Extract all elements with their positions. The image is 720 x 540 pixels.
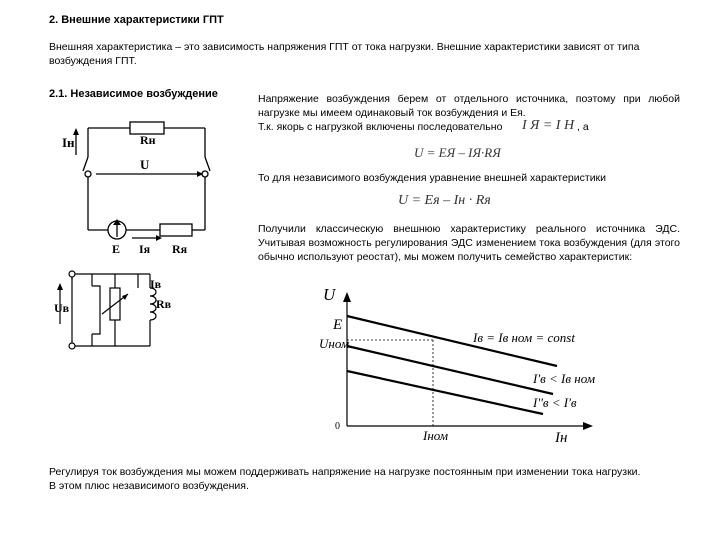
unom-label: Uном [319,336,350,351]
line-reduced-2 [347,371,543,414]
line-reduced-2-label: I''в < I'в [533,395,577,410]
label-u: U [140,157,150,172]
para-equation-intro: То для независимого возбуждения уравнение внешней характеристики [258,172,607,184]
line-nominal-label: Iв = Iв ном = const [473,330,575,345]
label-iv: Iв [150,277,162,291]
switch-left [83,157,88,171]
terminal-left [85,171,91,177]
subsection-title: 2.1. Независимое возбуждение [49,88,218,100]
label-ra: Rя [172,242,188,256]
label-rn: Rн [140,133,156,147]
para-family: Получили классическую внешнюю характеристику реального источника ЭДС. Учитывая возможность регулирования ЭДС изменением тока возбуждения (для этого обычно используют реостат), мы можем получить семейство характеристик: [258,223,680,263]
label-rv: Rв [156,297,172,311]
e-label: E [333,317,343,333]
origin-label: 0 [335,421,340,432]
armature-resistor [160,224,192,236]
formula-ia-in [522,118,574,134]
x-axis-arrow-icon [583,422,593,430]
generator-circuit [60,105,230,265]
label-e: E [112,242,121,256]
line-reduced-1 [347,346,553,394]
para-series-prefix: Т.к. якорь с нагрузкой включены последовательно [258,121,503,133]
label-in: Iн [62,135,75,150]
exciter-circuit [52,266,182,356]
para-series-suffix: , а [577,121,589,133]
conclusion-text: Регулируя ток возбуждения мы можем поддерживать напряжение на нагрузке постоянным при изменении тока нагрузки. В этом плюс независимого возбуждения. [49,466,641,492]
x-axis-label: Iн [555,430,568,446]
label-uv: Uв [54,301,70,315]
y-axis-arrow-icon [343,292,351,302]
section-title: 2. Внешние характеристики ГПТ [49,14,224,26]
characteristics-graph [305,278,605,453]
formula-u: U = EЯ – IЯ·RЯ [414,145,501,160]
line-reduced-1-label: I'в < Iв ном [533,371,595,386]
label-ia: Iя [139,242,151,256]
switch-right [205,157,210,171]
formula-external: U = Eя – Iн · Rя [398,193,491,208]
para-excitation: Напряжение возбуждения берем от отдельного источника, поэтому при любой нагрузке мы имеем одинаковый ток возбуждения и Ея. [258,93,680,119]
intro-text: Внешняя характеристика – это зависимость напряжения ГПТ от тока нагрузки. Внешние характеристики зависят от типа возбуждения ГПТ. [49,41,640,67]
inom-label: Iном [423,428,449,443]
y-axis-label: U [323,285,336,304]
formula-ia-in-text: I Я = I Н [522,118,575,133]
